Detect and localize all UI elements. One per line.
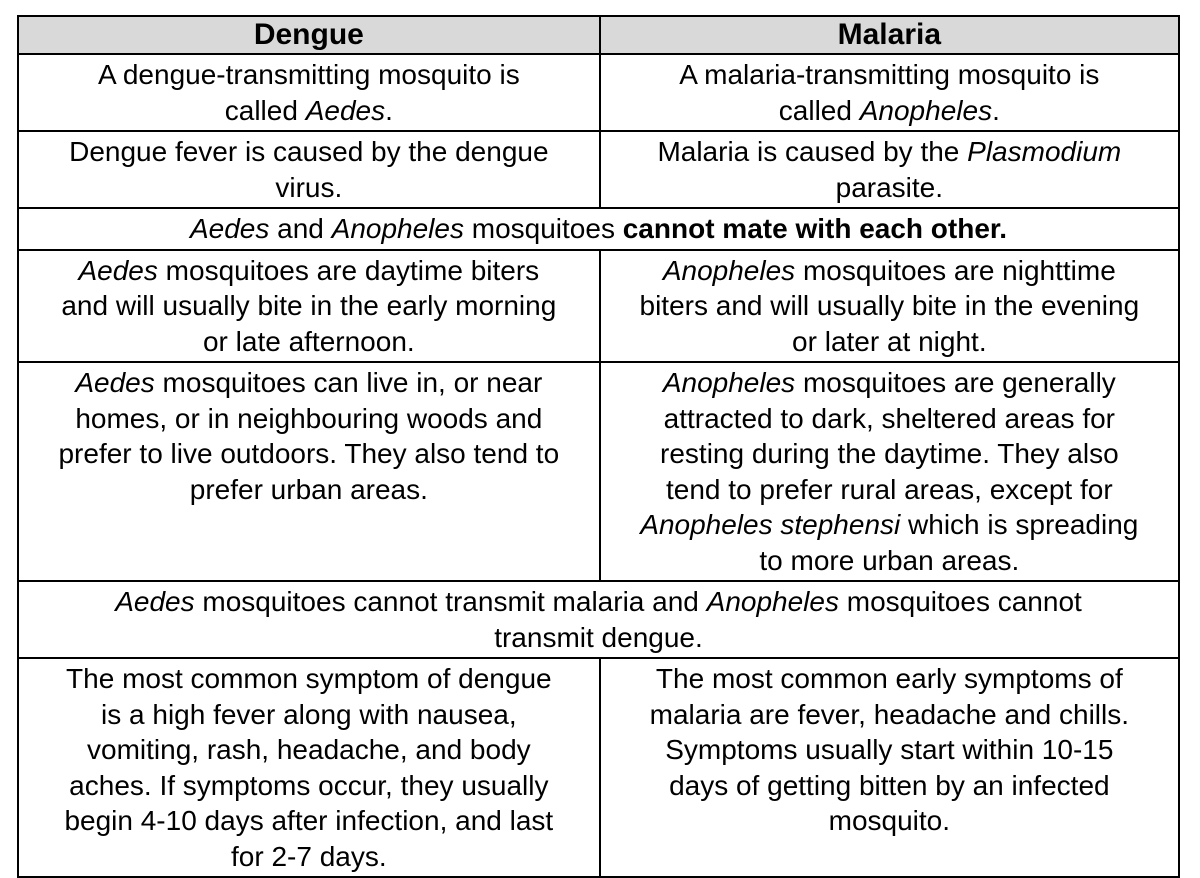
text-segment: . (385, 94, 393, 126)
table-row-mosquito-name (18, 54, 1179, 131)
cell-malaria-habitat (600, 362, 1179, 581)
text-segment: is a high fever along with nausea, (101, 698, 517, 730)
text-segment: mosquitoes are generally (795, 367, 1116, 398)
table-row-mating-note (18, 208, 1179, 250)
table-row-habitat (18, 362, 1179, 581)
cell-malaria-mosquito-name (600, 54, 1179, 131)
text-segment: Anopheles stephensi (640, 509, 901, 540)
text-segment: Anopheles (331, 213, 464, 244)
text-segment: or later at night. (792, 325, 987, 357)
text-segment: Aedes (115, 586, 195, 617)
text-segment: prefer urban areas. (189, 473, 428, 505)
cell-dengue-mosquito-name (18, 54, 600, 131)
text-segment: or late afternoon. (202, 325, 415, 357)
text-segment: mosquito. (828, 805, 951, 836)
text-segment: virus. (275, 171, 343, 203)
text-segment: vomiting, rash, headache, and body (87, 734, 531, 765)
text-segment: Plasmodium (967, 136, 1122, 167)
text-segment: attracted to dark, sheltered areas for (663, 402, 1115, 434)
text-segment: called (778, 94, 860, 126)
text-segment: mosquitoes (463, 213, 623, 244)
column-header-malaria: Malaria (600, 16, 1179, 54)
cell-mating-note (18, 208, 1179, 250)
text-segment: Dengue fever is caused by the dengue (69, 136, 549, 167)
dengue-malaria-comparison-table (17, 15, 1180, 878)
column-header-dengue: Dengue (18, 16, 600, 54)
cell-dengue-habitat (18, 362, 600, 581)
text-segment: prefer to live outdoors. They also tend to (58, 438, 560, 469)
text-segment: cannot mate with each other. (622, 213, 1008, 244)
cell-dengue-symptoms (18, 658, 600, 877)
text-segment: The most common early symptoms of (655, 663, 1123, 694)
cell-transmission-note (18, 581, 1179, 658)
text-segment: resting during the daytime. They also (660, 438, 1119, 469)
text-segment: mosquitoes are nighttime (795, 254, 1116, 286)
text-segment: Symptoms usually start within 10-15 (665, 734, 1114, 765)
text-segment: Aedes (305, 94, 386, 126)
text-segment: mosquitoes can live in, or near (154, 367, 543, 398)
text-segment: parasite. (835, 171, 944, 203)
text-segment: A malaria-transmitting mosquito is (679, 59, 1100, 90)
table-row-symptoms (18, 658, 1179, 877)
text-segment: Anopheles (706, 586, 839, 617)
text-segment: . (992, 94, 1000, 126)
cell-malaria-biting-time (600, 250, 1179, 363)
text-segment: aches. If symptoms occur, they usually (69, 769, 549, 801)
text-segment: biters and will usually bite in the evening (639, 290, 1140, 321)
text-segment: Aedes (75, 367, 155, 398)
text-segment: Anopheles (662, 254, 796, 286)
cell-malaria-cause (600, 131, 1179, 208)
text-segment: for 2-7 days. (231, 840, 387, 872)
cell-dengue-cause (18, 131, 600, 208)
text-segment: Anopheles (662, 367, 796, 398)
text-segment: days of getting bitten by an infected (669, 769, 1110, 801)
table-header-row (18, 16, 1179, 54)
text-segment: homes, or in neighbouring woods and (75, 402, 543, 434)
text-segment: to more urban areas. (759, 544, 1020, 576)
cell-dengue-biting-time (18, 250, 600, 363)
text-segment: transmit dengue. (494, 621, 703, 653)
text-segment: and (269, 213, 332, 244)
text-segment: mosquitoes are daytime biters (157, 254, 540, 286)
text-segment: which is spreading (900, 509, 1139, 540)
text-segment: Malaria is caused by the (657, 136, 968, 167)
text-segment: The most common symptom of dengue (66, 663, 552, 694)
table-row-cause (18, 131, 1179, 208)
cell-malaria-symptoms (600, 658, 1179, 877)
text-segment: begin 4-10 days after infection, and last (64, 805, 554, 836)
text-segment: tend to prefer rural areas, except for (665, 473, 1113, 505)
text-segment: malaria are fever, headache and chills. (649, 698, 1130, 730)
text-segment: mosquitoes cannot transmit malaria and (194, 586, 707, 617)
table-row-biting-time (18, 250, 1179, 363)
text-segment: A dengue-transmitting mosquito is (97, 59, 520, 90)
text-segment: Aedes (78, 254, 158, 286)
text-segment: Anopheles (859, 94, 993, 126)
text-segment: Aedes (189, 213, 270, 244)
table-row-transmission-note (18, 581, 1179, 658)
text-segment: and will usually bite in the early morning (61, 290, 557, 321)
text-segment: called (224, 94, 306, 126)
text-segment: mosquitoes cannot (838, 586, 1082, 617)
